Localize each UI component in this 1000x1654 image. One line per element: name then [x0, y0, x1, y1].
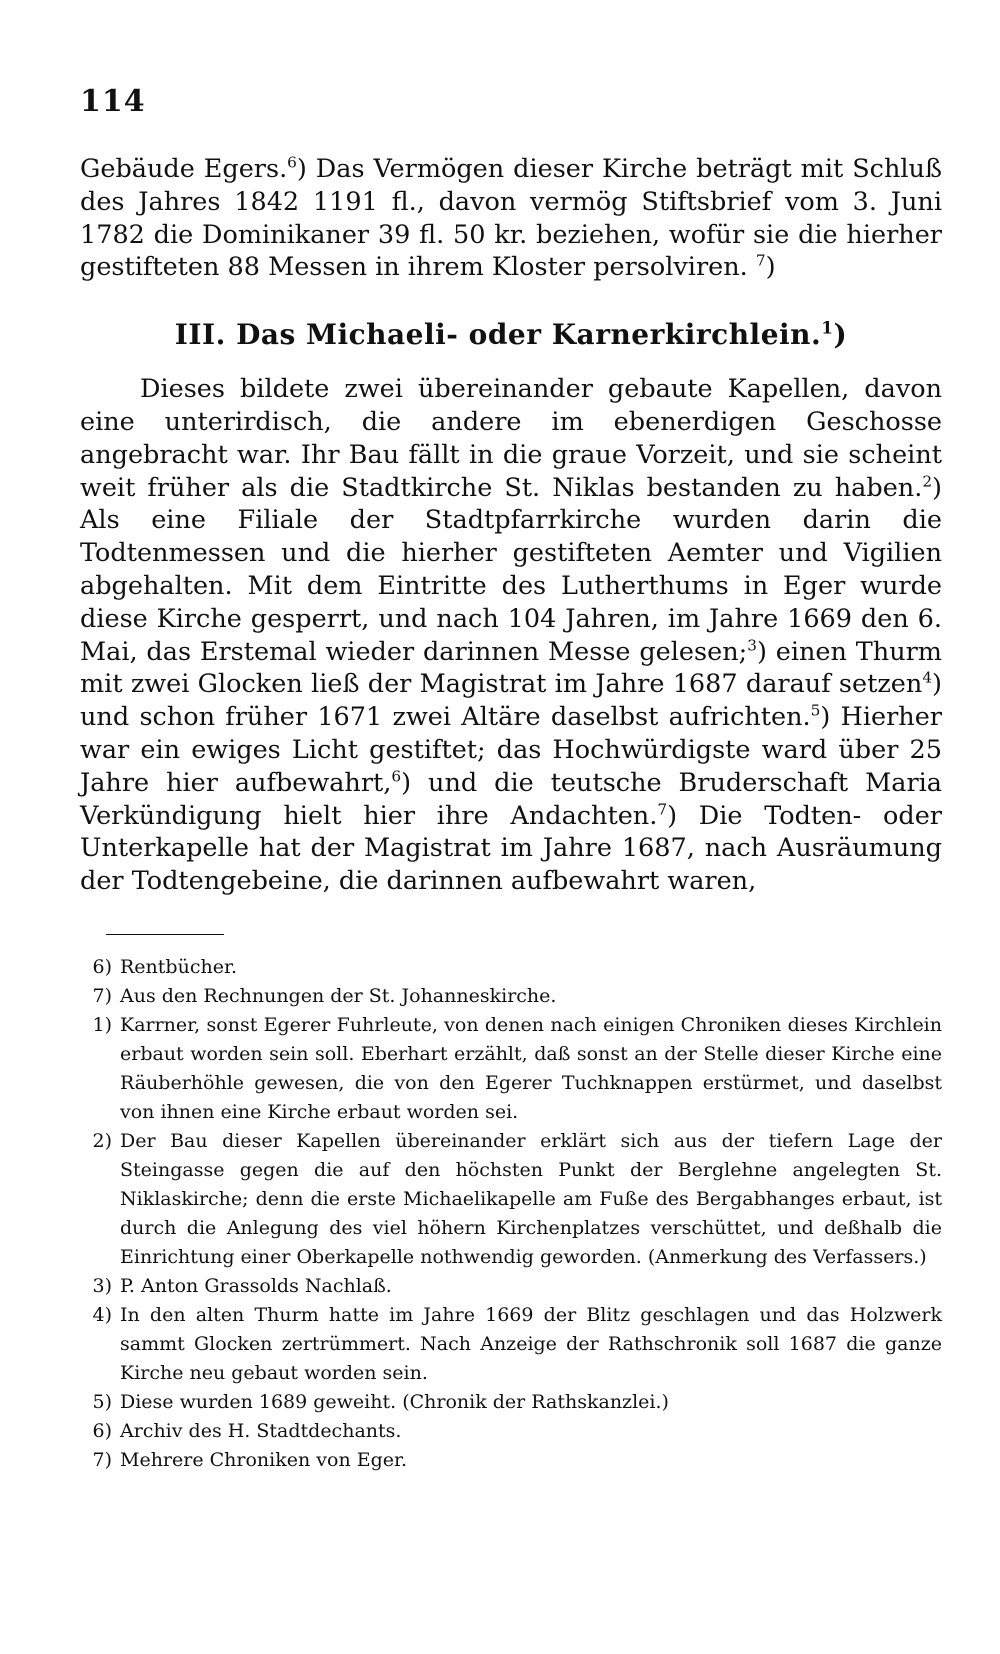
paragraph-text: ) und schon früher 1671 zwei Altäre daselbst aufrichten.	[80, 669, 942, 733]
paragraph-text: ) Die Todten- oder Unterkapelle hat der Magistrat im Jahre 1687, nach Ausräumung der Todtengebeine, die darinnen aufbewahrt waren,	[80, 800, 942, 897]
footnote-text: Diese wurden 1689 geweiht. (Chronik der Rathskanzlei.)	[120, 1390, 669, 1413]
footnote-ref: 7	[657, 800, 668, 819]
book-page	[80, 84, 942, 1475]
footnote	[80, 1301, 942, 1388]
footnote	[80, 982, 942, 1011]
section-heading-close: )	[833, 318, 848, 352]
footnote-ref: 5	[810, 701, 821, 720]
footnote-mark: 2)	[92, 1129, 112, 1152]
footnote-mark: 7)	[92, 984, 112, 1007]
footnote-text: Archiv des H. Stadtdechants.	[120, 1419, 402, 1442]
footnote-text: Aus den Rechnungen der St. Johanneskirche.	[120, 984, 557, 1007]
footnote-ref: 4	[922, 668, 933, 687]
paragraph-text: Gebäude Egers.	[80, 154, 288, 184]
footnote	[80, 1417, 942, 1446]
paragraph-text: ) Als eine Filiale der Stadtpfarrkirche wurden darin die Todtenmessen und die hierher gestifteten Aemter und Vigilien abgehalten. Mit dem Eintritte des Lutherthums in Eger wurde diese Kirche gesperrt, und nach 104 Jahren, im Jahre 1669 den 6. Mai, das Erstemal wieder darinnen Messe gelesen;	[80, 472, 942, 667]
body-text-section	[80, 373, 942, 898]
footnote	[80, 1388, 942, 1417]
footnote-mark: 7)	[92, 1448, 112, 1471]
paragraph-text: )	[765, 252, 776, 283]
footnote-ref: 6	[287, 153, 297, 172]
section-heading-note: 1	[821, 317, 834, 338]
paragraph	[80, 153, 942, 284]
footnote-text: Der Bau dieser Kapellen übereinander erklärt sich aus der tiefern Lage der Steingasse gegen die auf den höchsten Punkt der Berglehne angelegten St. Niklaskirche; denn die erste Michaelikapelle am Fuße des Bergabhanges erbaut, ist durch die Anlegung des viel höhern Kirchenplatzes verschüttet, und deßhalb die Einrichtung einer Oberkapelle nothwendig geworden. (Anmerkung des Verfassers.)	[120, 1129, 942, 1268]
footnote-mark: 3)	[92, 1274, 112, 1297]
footnote-text: Mehrere Chroniken von Eger.	[120, 1448, 408, 1471]
body-text-top	[80, 153, 942, 284]
footnote-list	[80, 953, 942, 1475]
footnote-text: In den alten Thurm hatte im Jahre 1669 der Blitz geschlagen und das Holzwerk sammt Glocken zertrümmert. Nach Anzeige der Rathschronik soll 1687 die ganze Kirche neu gebaut worden sein.	[120, 1303, 942, 1384]
paragraph	[80, 373, 942, 898]
footnote-text: Rentbücher.	[120, 955, 237, 978]
footnote	[80, 1011, 942, 1127]
footnote-mark: 4)	[92, 1303, 112, 1326]
footnote	[80, 1446, 942, 1475]
footnote-ref: 2	[922, 472, 933, 491]
section-heading	[80, 318, 942, 351]
footnote-text: Karrner, sonst Egerer Fuhrleute, von denen nach einigen Chroniken dieses Kirchlein erbaut worden sein soll. Eberhart erzählt, daß sonst an der Stelle dieser Kirche eine Räuberhöhle gewesen, die von den Egerer Tuchknappen erstürmet, und daselbst von ihnen eine Kirche erbaut worden sei.	[120, 1013, 942, 1123]
footnote-mark: 1)	[92, 1013, 112, 1036]
paragraph-text: ) einen Thurm mit zwei Glocken ließ der Magistrat im Jahre 1687 darauf setzen	[80, 636, 942, 700]
footnote	[80, 1272, 942, 1301]
paragraph-text: ) und die teutsche Bruderschaft Maria Verkündigung hielt hier ihre Andachten.	[80, 767, 942, 831]
footnote-ref: 7	[755, 251, 766, 270]
section-heading-text: III. Das Michaeli- oder Karnerkirchlein.	[174, 318, 822, 352]
footnote-ref: 3	[747, 636, 757, 655]
footnote-mark: 6)	[92, 1419, 112, 1442]
footnote	[80, 953, 942, 982]
page-number: 114	[80, 84, 146, 119]
footnote-rule	[106, 934, 224, 935]
footnote-ref: 6	[391, 767, 402, 786]
footnote-mark: 6)	[92, 955, 112, 978]
paragraph-text: Dieses bildete zwei übereinander gebaute Kapellen, davon eine unterirdisch, die andere im ebenerdigen Geschosse angebracht war. Ihr Bau fällt in die graue Vorzeit, und sie scheint weit früher als die Stadtkirche St. Niklas bestanden zu haben.	[80, 374, 942, 503]
paragraph-text: ) Hierher war ein ewiges Licht gestiftet; das Hochwürdigste ward über 25 Jahre hier aufbewahrt,	[80, 702, 942, 798]
footnote	[80, 1127, 942, 1272]
footnote-mark: 5)	[92, 1390, 112, 1413]
footnote-text: P. Anton Grassolds Nachlaß.	[120, 1274, 392, 1297]
paragraph-text: ) Das Vermögen dieser Kirche beträgt mit Schluß des Jahres 1842 1191 fl., davon vermög Stiftsbrief vom 3. Juni 1782 die Dominikaner 39 fl. 50 kr. beziehen, wofür sie die hierher gestifteten 88 Messen in ihrem Kloster persolviren.	[80, 154, 942, 283]
